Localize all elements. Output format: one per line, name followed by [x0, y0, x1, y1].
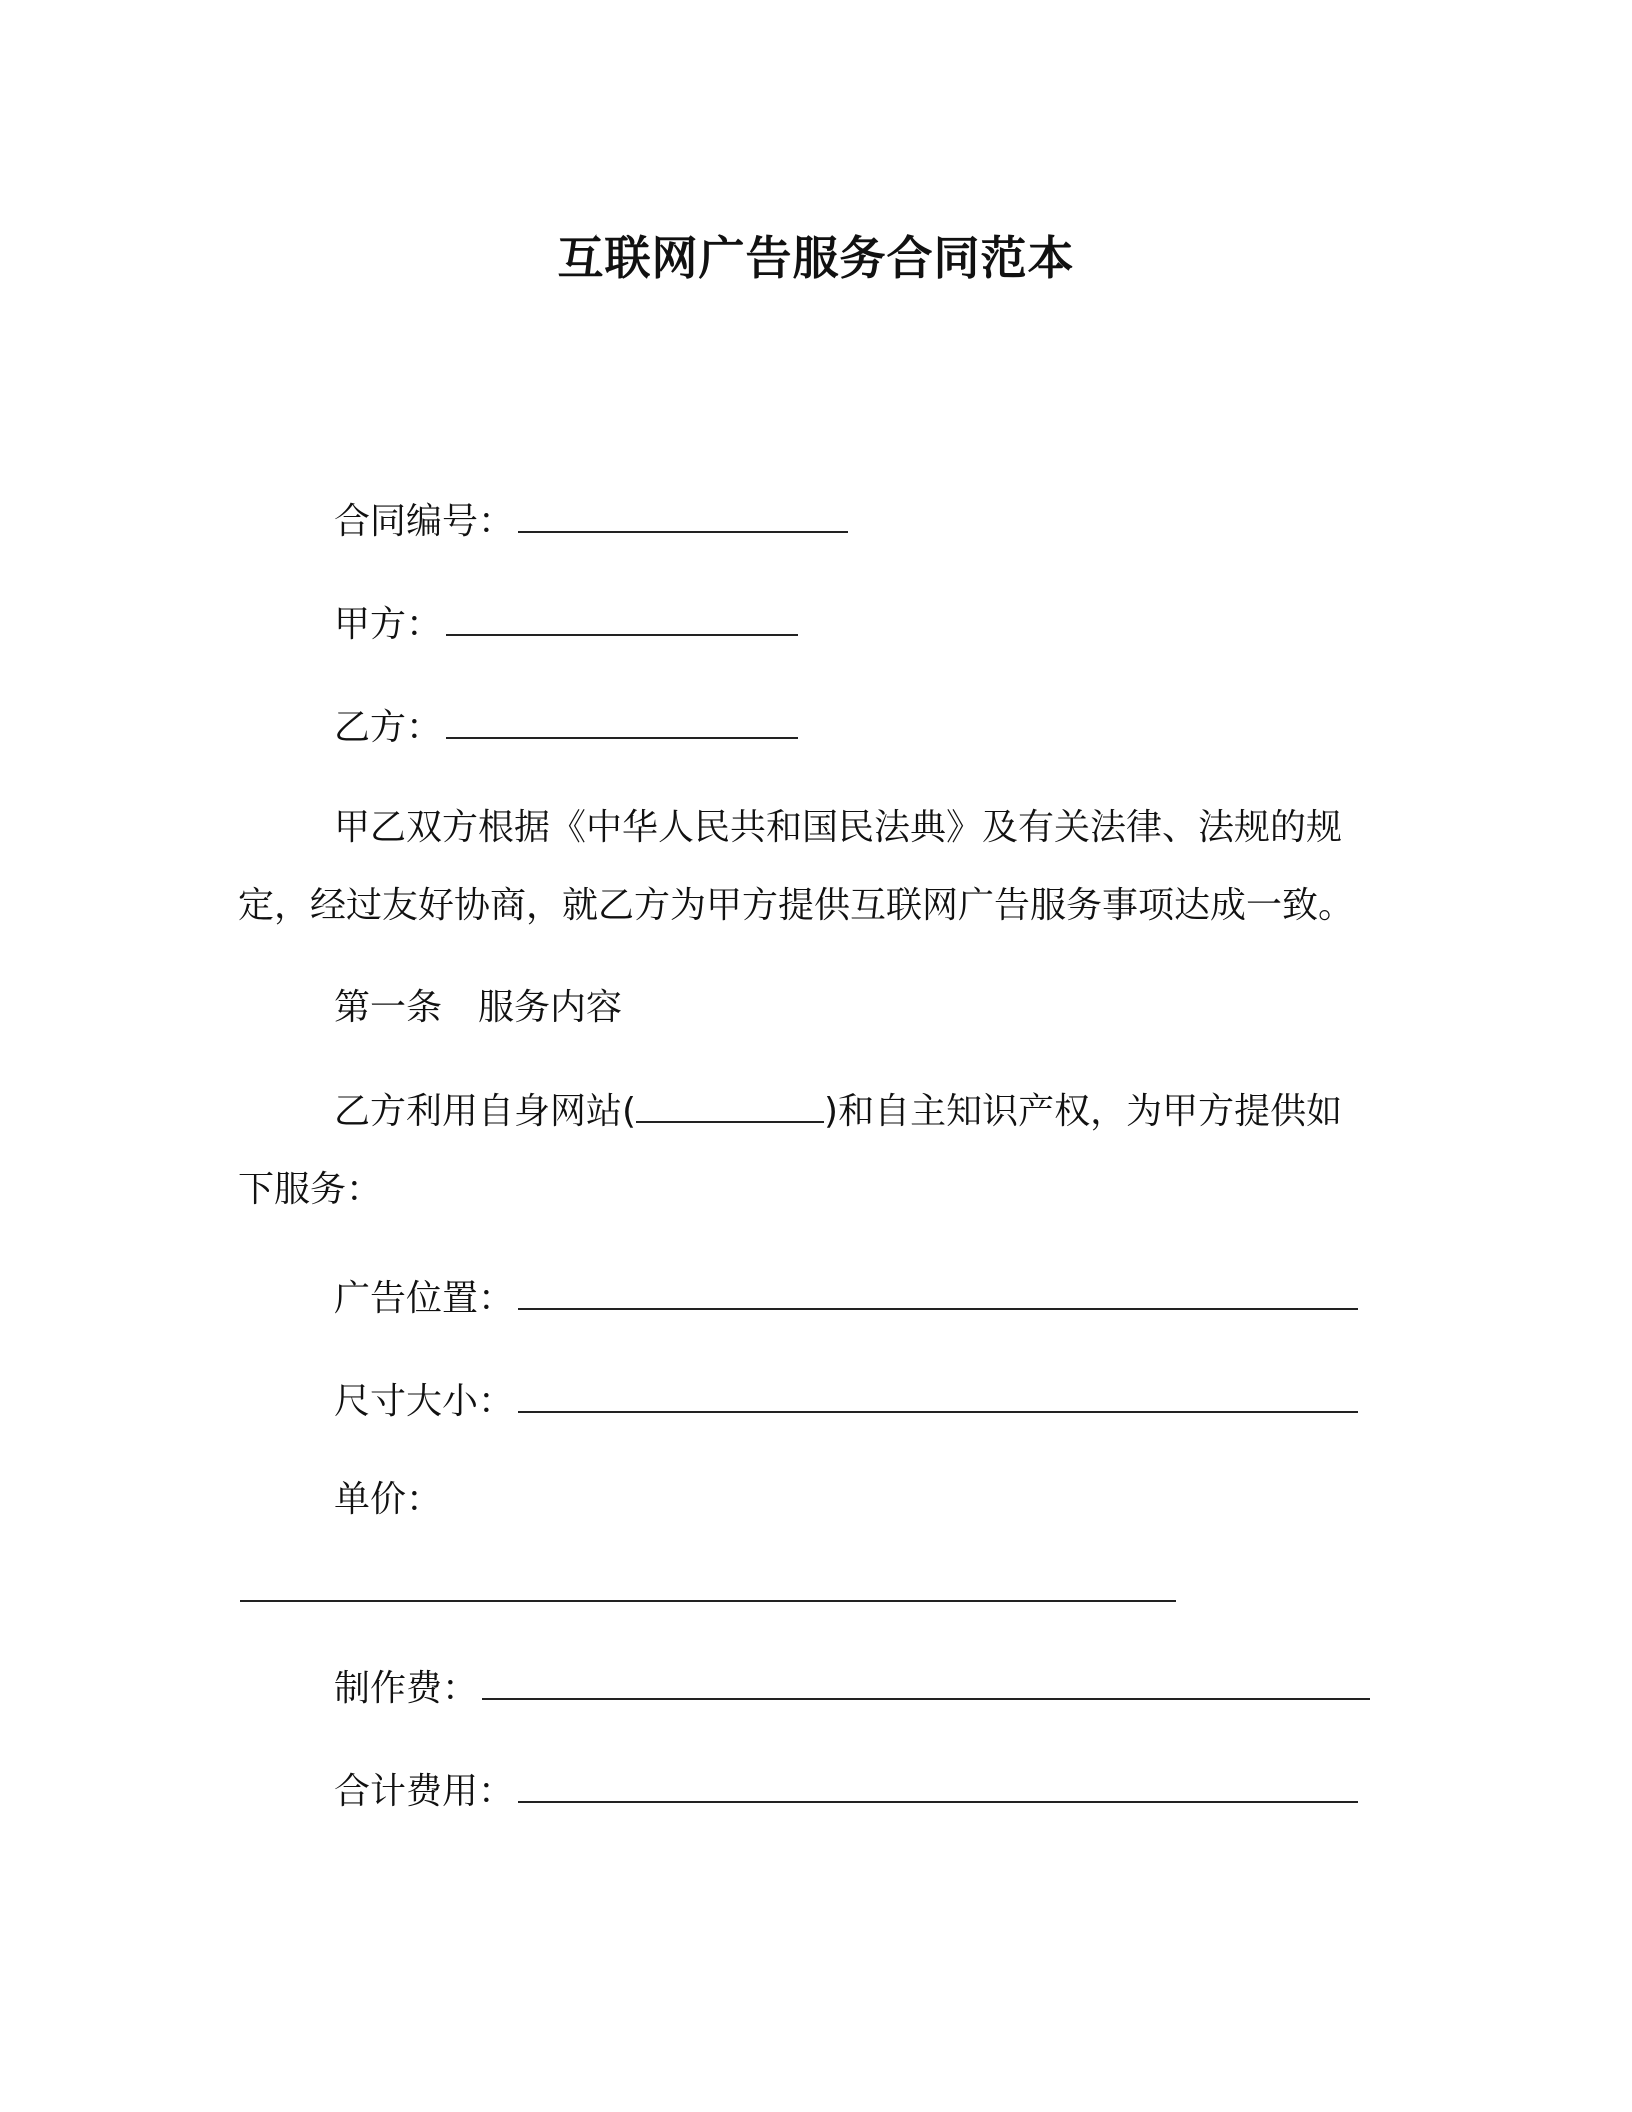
unit-price-blank[interactable]: [240, 1600, 1176, 1602]
party-b-row: [334, 703, 798, 750]
total-fee-blank[interactable]: [518, 1767, 1358, 1803]
ad-position-label: 广告位置：: [334, 1278, 515, 1319]
document-title: 互联网广告服务合同范本: [557, 231, 1075, 285]
article-1-text-line-1: [334, 1090, 1342, 1134]
party-a-label: 甲方：: [334, 604, 443, 645]
size-blank[interactable]: [518, 1377, 1358, 1413]
production-fee-blank[interactable]: [482, 1664, 1370, 1700]
website-blank[interactable]: [636, 1091, 824, 1123]
total-fee-row: [334, 1767, 1358, 1814]
production-fee-row: [334, 1664, 1370, 1711]
party-b-blank[interactable]: [446, 703, 798, 739]
party-a-row: [334, 600, 798, 647]
preamble-line-1: 甲乙双方根据《中华人民共和国民法典》及有关法律、法规的规: [334, 807, 1343, 848]
party-a-blank[interactable]: [446, 600, 798, 636]
ad-position-blank[interactable]: [518, 1274, 1358, 1310]
production-fee-label: 制作费：: [334, 1668, 479, 1709]
article-1-heading: 第一条 服务内容: [334, 987, 623, 1028]
article-1-text-line-2: 下服务：: [238, 1169, 383, 1210]
party-b-label: 乙方：: [334, 707, 443, 748]
unit-price-row: [334, 1478, 442, 1522]
contract-number-blank[interactable]: [518, 497, 848, 533]
contract-number-label: 合同编号：: [334, 501, 515, 542]
article-1-text-part-a: 乙方利用自身网站(: [334, 1091, 637, 1132]
unit-price-label: 单价：: [334, 1479, 443, 1520]
size-row: [334, 1377, 1358, 1424]
contract-number-row: [334, 497, 848, 544]
total-fee-label: 合计费用：: [334, 1771, 515, 1812]
ad-position-row: [334, 1274, 1358, 1321]
size-label: 尺寸大小：: [334, 1381, 515, 1422]
article-1-text-part-b: )和自主知识产权，为甲方提供如: [824, 1091, 1343, 1132]
preamble-line-2: 定，经过友好协商，就乙方为甲方提供互联网广告服务事项达成一致。: [238, 885, 1355, 926]
